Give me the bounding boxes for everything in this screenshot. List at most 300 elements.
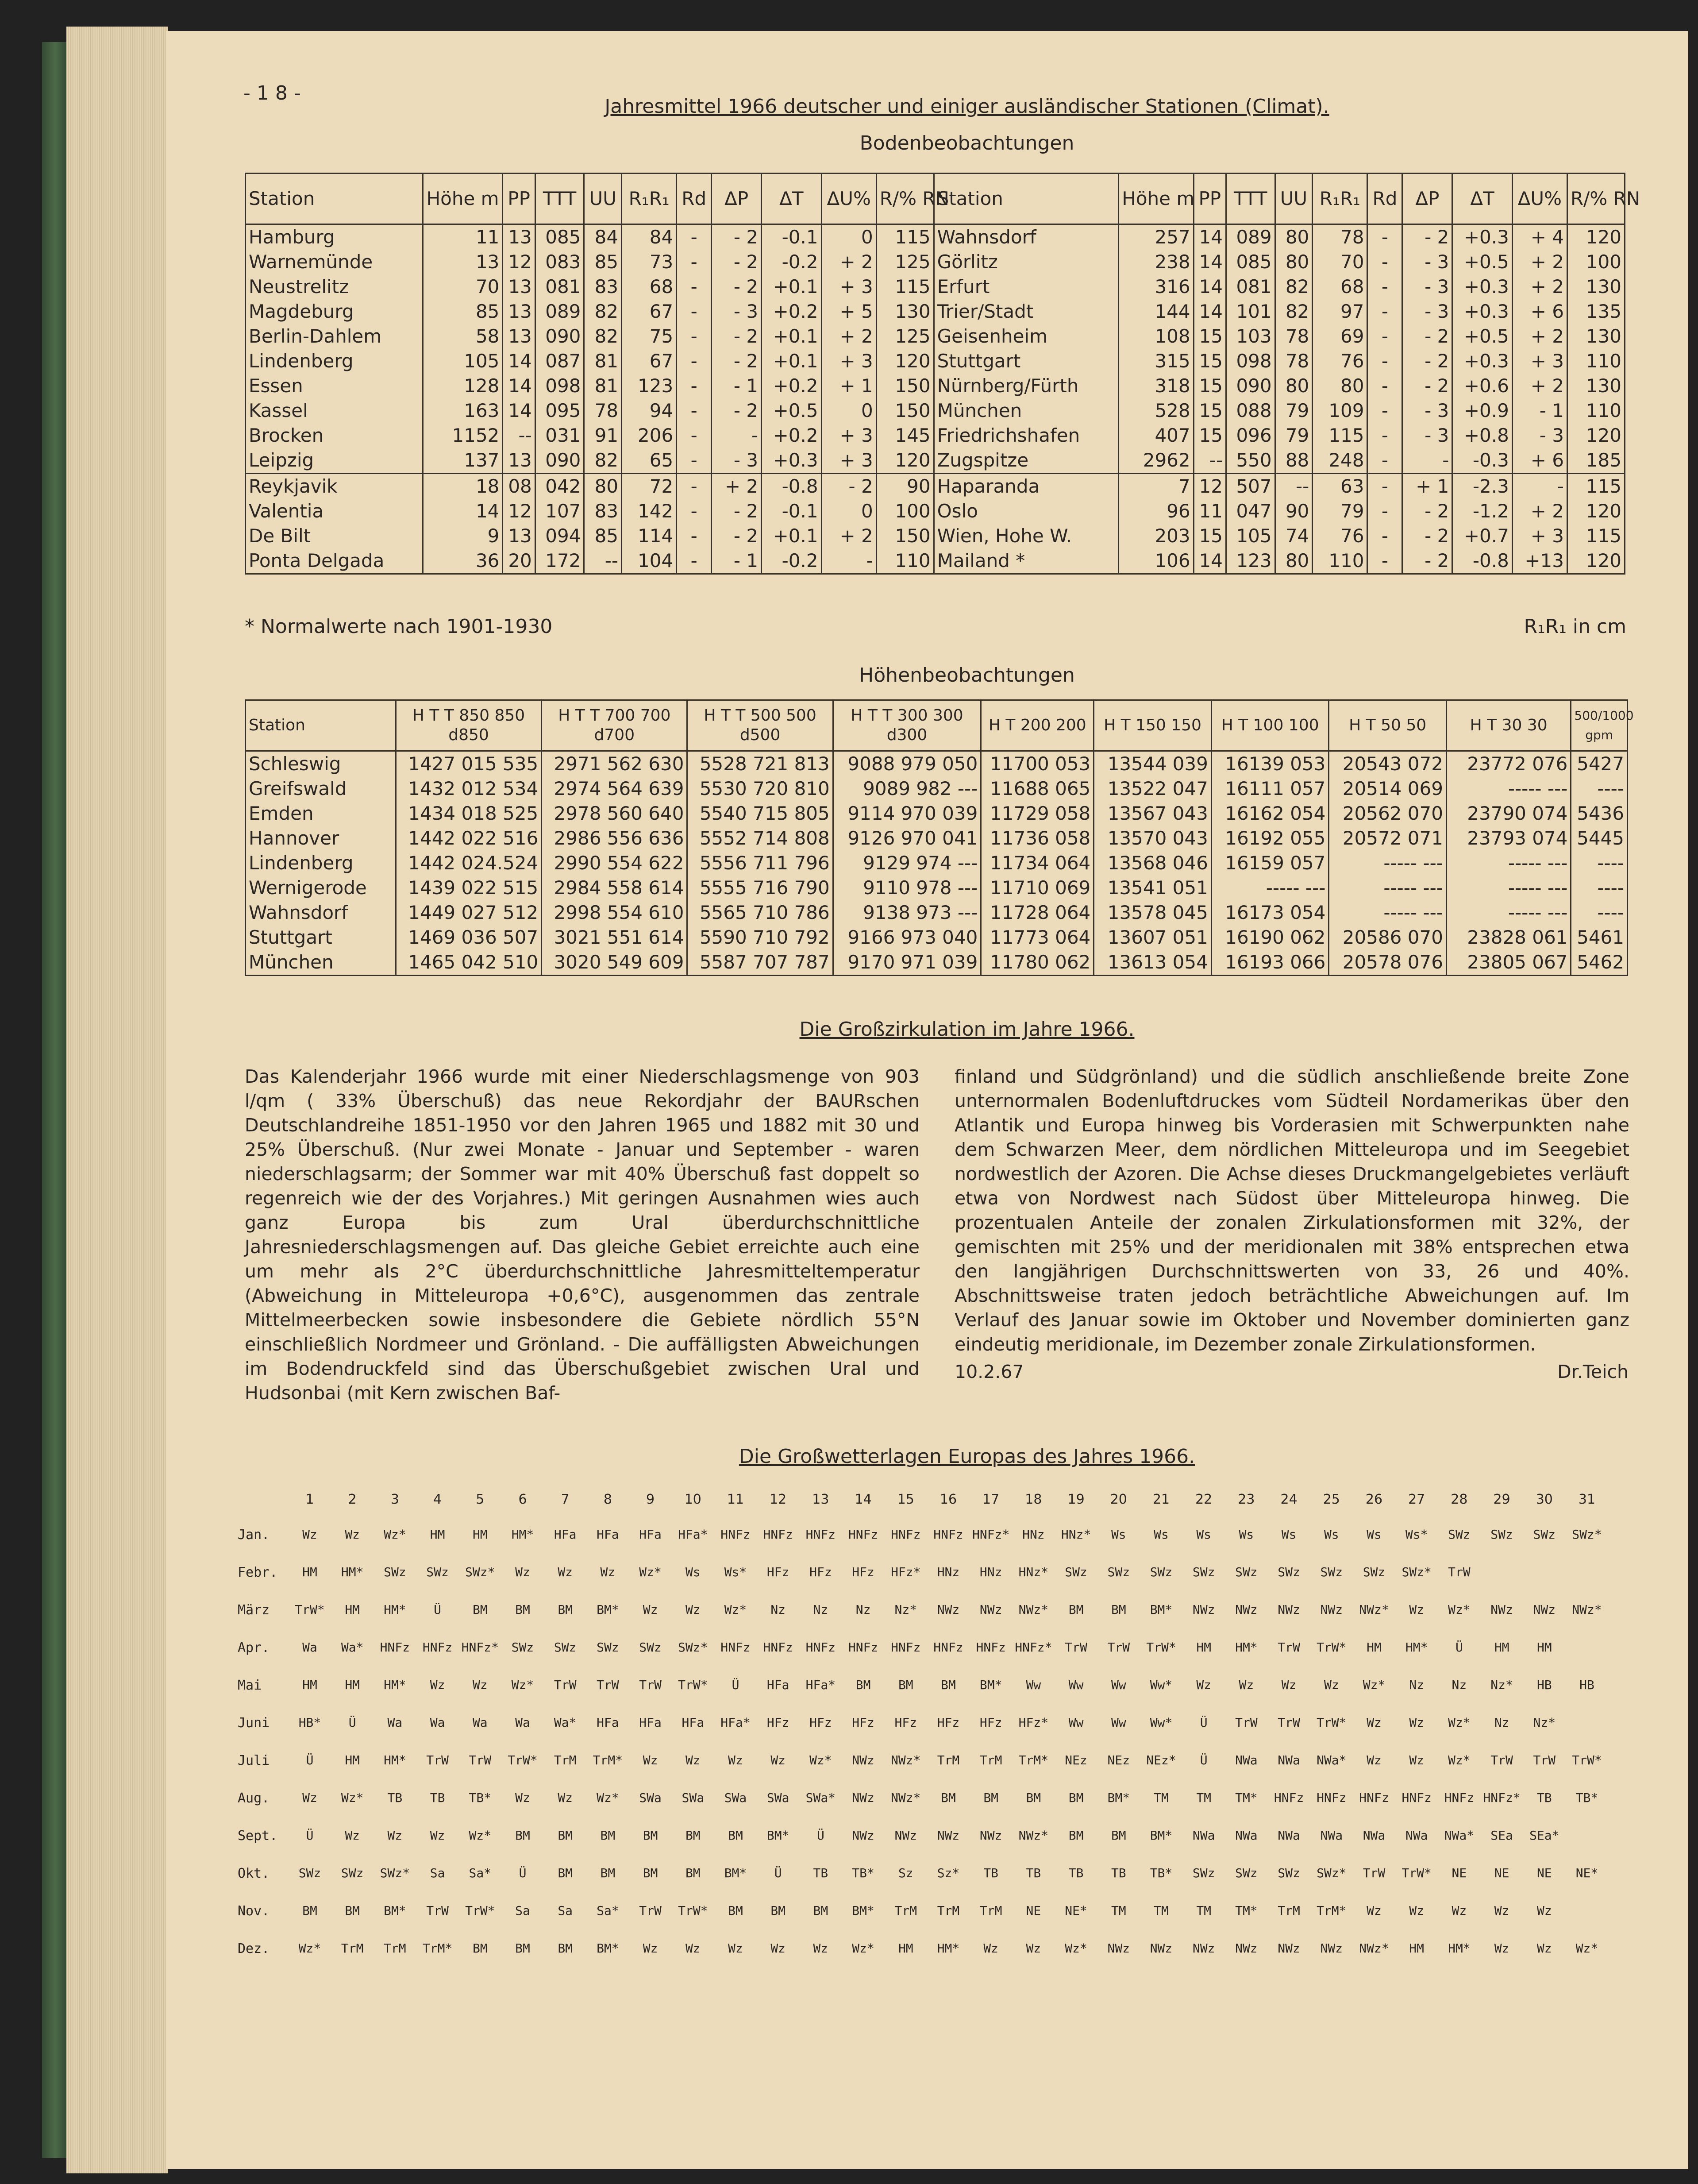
ground-cell: 85	[423, 299, 503, 324]
upper-cell: 9088 979 050	[833, 751, 981, 777]
upper-cell: 16159 057	[1211, 851, 1329, 876]
table-row	[246, 950, 1628, 976]
ground-cell: +0.5	[762, 398, 821, 423]
weather-cell: HNz	[1022, 1527, 1045, 1542]
ground-cell: -	[1367, 423, 1402, 448]
ground-cell: + 2	[1512, 274, 1567, 299]
weather-cell: Sa	[430, 1866, 445, 1880]
ground-cell: 83	[584, 499, 622, 524]
weather-cell: HM*	[1448, 1941, 1471, 1956]
weather-cell: HFa	[639, 1715, 662, 1730]
ground-cell: - 2	[712, 524, 762, 548]
weather-cell: TB	[1068, 1866, 1084, 1880]
upper-cell: 20586 070	[1329, 925, 1447, 950]
ground-cell: - 2	[1402, 548, 1452, 574]
weather-cell: TrM*	[422, 1941, 453, 1956]
ground-cell: -0.3	[1452, 448, 1512, 474]
ground-cell: +13	[1512, 548, 1567, 574]
ground-cell: 123	[622, 374, 677, 398]
ground-cell: - 1	[712, 548, 762, 574]
ground-cell: -	[677, 324, 712, 349]
weather-cell: SWz	[298, 1866, 321, 1880]
weather-cell: Ww	[1111, 1715, 1126, 1730]
weather-cell: NWa	[1278, 1828, 1300, 1843]
weather-cell: Nz	[813, 1602, 828, 1617]
weather-cell: HNFz*	[1483, 1790, 1521, 1805]
ground-cell: - 2	[712, 398, 762, 423]
ground-cell: 105	[423, 349, 503, 374]
upper-cell: 5445	[1571, 826, 1628, 851]
weather-cell: TrM	[1278, 1903, 1300, 1918]
ground-cell: 081	[535, 274, 584, 299]
upper-cell: 1465 042 510	[396, 950, 541, 976]
upper-cell: 3020 549 609	[542, 950, 687, 976]
ground-cell: 78	[1275, 324, 1313, 349]
upper-cell: 5565 710 786	[687, 900, 833, 925]
weather-cell: HM	[302, 1678, 317, 1692]
ground-table-header	[246, 174, 1640, 224]
ground-cell: +0.3	[762, 448, 821, 474]
ground-header-cell: ΔP	[712, 174, 762, 224]
weather-cell: TrW	[1107, 1640, 1130, 1655]
ground-cell: 78	[1313, 224, 1367, 250]
weather-cell: HNFz	[805, 1640, 836, 1655]
ground-cell: +0.2	[762, 374, 821, 398]
ground-cell: -	[1367, 448, 1402, 474]
weather-cell: SWz	[341, 1866, 364, 1880]
weather-cell: Ww	[1068, 1715, 1084, 1730]
upper-cell: Hannover	[246, 826, 396, 851]
weather-cell: NWa	[1320, 1828, 1343, 1843]
day-label: 9	[646, 1492, 655, 1507]
ground-cell: - 2	[712, 250, 762, 274]
table-row	[246, 324, 1625, 349]
ground-cell: 2962	[1119, 448, 1194, 474]
weather-cell: HFz	[852, 1715, 874, 1730]
weather-cell: BM	[728, 1903, 743, 1918]
upper-cell: 5427	[1571, 751, 1628, 777]
weather-cell: BM	[770, 1903, 786, 1918]
upper-header-cell: H T 100 100	[1211, 700, 1329, 751]
upper-cell: 9166 973 040	[833, 925, 981, 950]
month-label: Mai	[238, 1678, 262, 1693]
weather-cell: TM	[1196, 1903, 1212, 1918]
weather-cell: SWz	[1192, 1565, 1215, 1579]
weather-cell: Wz	[558, 1790, 573, 1805]
weather-cell: HB*	[298, 1715, 321, 1730]
weather-cell: NWz	[1150, 1941, 1173, 1956]
ground-cell: -0.1	[762, 224, 821, 250]
weather-title: Die Großwetterlagen Europas des Jahres 1966.	[739, 1445, 1195, 1468]
upper-header-cell: H T 50 50	[1329, 700, 1447, 751]
ground-cell: -	[677, 224, 712, 250]
ground-cell: 087	[535, 349, 584, 374]
ground-cell: Reykjavik	[246, 474, 423, 499]
weather-cell: Wz*	[511, 1678, 534, 1692]
upper-cell: ----	[1571, 900, 1628, 925]
ground-cell: 15	[1194, 398, 1226, 423]
ground-cell: 098	[1226, 349, 1275, 374]
day-label: 4	[433, 1492, 442, 1507]
table-row	[246, 499, 1625, 524]
weather-cell: BM	[515, 1941, 530, 1956]
weather-cell: SWz	[1490, 1527, 1513, 1542]
weather-cell: HFa	[597, 1527, 619, 1542]
ground-cell: - 1	[1512, 398, 1567, 423]
weather-cell: NWz	[1320, 1602, 1343, 1617]
upper-cell: 23772 076	[1446, 751, 1571, 777]
weather-cell: NEz	[1065, 1753, 1087, 1767]
ground-cell: + 2	[1512, 324, 1567, 349]
weather-cell: NWz	[1235, 1602, 1258, 1617]
article-right-text: finland und Südgrönland) und die südlich anschließende breite Zone unternormalen Bodenluftdruckes vom Südteil Nordamerikas über den Atlantik und Europa hinweg bis Vorderasien mit Schwerpunkten nahe dem Schwarzen Meer, dem nördlichen Mitteleuropa und im Seegebiet nordwestlich der Azoren. Die Achse dieses Druckmangelgebietes verläuft etwa von Nordwest nach Südost über Mitteleuropa hinweg. Die prozentualen Anteile der zonalen Zirkulationsformen mit 32%, der gemischten mit 25% und der meridionalen mit 38% entsprechen etwa den langjährigen Durchschnittswerten von 33, 26 und 40%. Abschnittsweise traten jedoch beträchtliche Abweichungen auf. Im Verlauf des Januar sowie im Oktober und November dominierten ganz eindeutig meridionale, im Dezember zonale Zirkulationsformen.	[955, 1066, 1629, 1355]
weather-cell: TrW*	[1146, 1640, 1176, 1655]
ground-cell: 089	[535, 299, 584, 324]
weather-cell: SWz	[1278, 1866, 1300, 1880]
unit-note: R₁R₁ in cm	[1524, 615, 1626, 638]
day-label: 5	[476, 1492, 485, 1507]
weather-cell: HNFz	[933, 1527, 963, 1542]
weather-cell: HM	[345, 1602, 360, 1617]
upper-header-cell: H T T 500 500 d500	[687, 700, 833, 751]
weather-cell: SWz	[1065, 1565, 1087, 1579]
ground-cell: 90	[876, 474, 934, 499]
ground-cell: 150	[876, 524, 934, 548]
ground-cell: -	[677, 250, 712, 274]
weather-cell: NE	[1452, 1866, 1467, 1880]
weather-cell: Ws*	[724, 1565, 747, 1579]
weather-cell: TrM	[979, 1903, 1002, 1918]
ground-cell: 68	[622, 274, 677, 299]
weather-cell: HFa	[554, 1527, 577, 1542]
table-row	[246, 548, 1625, 574]
ground-cell: 84	[622, 224, 677, 250]
ground-cell: 82	[584, 324, 622, 349]
weather-cell: SWa	[682, 1790, 705, 1805]
ground-cell: 90	[1275, 499, 1313, 524]
ground-cell: +0.1	[762, 324, 821, 349]
ground-header-cell: Höhe m	[1119, 174, 1194, 224]
ground-cell: 120	[876, 349, 934, 374]
weather-cell: NWz	[1533, 1602, 1556, 1617]
ground-cell: + 2	[821, 250, 876, 274]
weather-cell: Ww	[1111, 1678, 1126, 1692]
upper-cell: ----- ---	[1329, 851, 1447, 876]
ground-cell: 08	[503, 474, 535, 499]
ground-cell: 0	[821, 224, 876, 250]
weather-cell: NWz	[1320, 1941, 1343, 1956]
upper-header-row	[246, 700, 1628, 751]
ground-cell: 128	[423, 374, 503, 398]
ground-cell: 80	[1275, 548, 1313, 574]
ground-cell: -0.1	[762, 499, 821, 524]
ground-cell: -	[677, 423, 712, 448]
ground-cell: -	[821, 548, 876, 574]
weather-cell: SWz	[1363, 1565, 1386, 1579]
weather-cell: Wz*	[469, 1828, 492, 1843]
weather-cell: HB	[1536, 1678, 1552, 1692]
upper-cell: 1469 036 507	[396, 925, 541, 950]
weather-cell: NWz*	[1018, 1602, 1049, 1617]
weather-cell: NWz	[852, 1828, 874, 1843]
weather-cell: HM	[1409, 1941, 1425, 1956]
ground-cell: - 2	[712, 274, 762, 299]
ground-cell: 081	[1226, 274, 1275, 299]
ground-cell: -	[677, 274, 712, 299]
ground-header-cell: ΔU%	[1512, 174, 1567, 224]
weather-cell: SWz	[1278, 1565, 1300, 1579]
weather-cell: TrW*	[678, 1678, 708, 1692]
ground-cell: 248	[1313, 448, 1367, 474]
weather-cell: Ü	[1200, 1753, 1208, 1767]
ground-cell: +0.5	[1452, 250, 1512, 274]
upper-cell: Wernigerode	[246, 876, 396, 900]
weather-cell: HM	[1196, 1640, 1212, 1655]
day-label: 16	[939, 1492, 957, 1507]
day-label: 28	[1451, 1492, 1468, 1507]
ground-cell: 047	[1226, 499, 1275, 524]
ground-cell: - 3	[1402, 299, 1452, 324]
ground-cell: - 2	[821, 474, 876, 499]
month-label: Apr.	[238, 1640, 270, 1655]
ground-cell: Geisenheim	[934, 324, 1119, 349]
month-label: Nov.	[238, 1903, 270, 1919]
upper-cell: 9129 974 ---	[833, 851, 981, 876]
upper-cell: 20543 072	[1329, 751, 1447, 777]
ground-cell: 120	[1567, 224, 1625, 250]
ground-cell: 94	[622, 398, 677, 423]
upper-cell: 13522 047	[1094, 776, 1212, 801]
table-row	[246, 851, 1628, 876]
ground-cell: 083	[535, 250, 584, 274]
weather-cell: Ws*	[1405, 1527, 1428, 1542]
page-edges	[66, 27, 168, 2173]
weather-cell: NWa*	[1317, 1753, 1347, 1767]
weather-cell: BM*	[766, 1828, 789, 1843]
ground-cell: 110	[1567, 398, 1625, 423]
ground-header-cell: Rd	[1367, 174, 1402, 224]
upper-cell: ----- ---	[1446, 776, 1571, 801]
day-label: 22	[1195, 1492, 1213, 1507]
weather-cell: BM	[515, 1602, 530, 1617]
ground-cell: -	[1367, 474, 1402, 499]
upper-cell: 5462	[1571, 950, 1628, 976]
ground-cell: - 2	[712, 324, 762, 349]
ground-header-cell: R/% RN	[876, 174, 934, 224]
weather-cell: Wz	[1536, 1903, 1552, 1918]
ground-cell: 15	[1194, 374, 1226, 398]
weather-cell: BM	[728, 1828, 743, 1843]
upper-cell: 1434 018 525	[396, 801, 541, 826]
ground-cell: 13	[503, 448, 535, 474]
upper-cell: 9170 971 039	[833, 950, 981, 976]
weather-cell: BM	[941, 1678, 956, 1692]
day-label: 13	[812, 1492, 829, 1507]
ground-cell: 107	[535, 499, 584, 524]
ground-cell: 507	[1226, 474, 1275, 499]
upper-cell: 9110 978 ---	[833, 876, 981, 900]
weather-cell: BM	[1111, 1828, 1126, 1843]
upper-table	[245, 699, 1634, 976]
day-label: 26	[1365, 1492, 1383, 1507]
upper-cell: 1449 027 512	[396, 900, 541, 925]
ground-cell: Neustrelitz	[246, 274, 423, 299]
weather-cell: HM	[1536, 1640, 1552, 1655]
ground-cell: 78	[584, 398, 622, 423]
weather-cell: Wz	[1026, 1941, 1041, 1956]
weather-cell: TrW	[597, 1678, 619, 1692]
weather-cell: BM*	[979, 1678, 1002, 1692]
weather-cell: BM	[1068, 1828, 1084, 1843]
ground-cell: 82	[1275, 274, 1313, 299]
table-row	[246, 900, 1628, 925]
weather-cell: TB	[1536, 1790, 1552, 1805]
weather-cell: TM	[1196, 1790, 1212, 1805]
weather-cell: SWz	[1448, 1527, 1471, 1542]
ground-cell: 316	[1119, 274, 1194, 299]
ground-header-cell: ΔP	[1402, 174, 1452, 224]
table-row	[246, 349, 1625, 374]
upper-table-body	[246, 751, 1628, 976]
ground-cell: 085	[535, 224, 584, 250]
weather-cell: Wa	[515, 1715, 530, 1730]
table-row	[246, 374, 1625, 398]
ground-cell: + 6	[1512, 448, 1567, 474]
ground-cell: +0.1	[762, 274, 821, 299]
ground-cell: 090	[535, 324, 584, 349]
ground-cell: 115	[876, 274, 934, 299]
ground-cell: +0.3	[1452, 299, 1512, 324]
weather-cell: TrW*	[465, 1903, 495, 1918]
day-label: 23	[1238, 1492, 1255, 1507]
weather-cell: BM	[558, 1602, 573, 1617]
weather-cell: NWa	[1192, 1828, 1215, 1843]
weather-cell: NE	[1536, 1866, 1552, 1880]
ground-cell: 11	[423, 224, 503, 250]
weather-cell: NWa	[1363, 1828, 1386, 1843]
weather-cell: SWa	[724, 1790, 747, 1805]
weather-cell: TB	[387, 1790, 403, 1805]
weather-cell: SWz*	[678, 1640, 708, 1655]
weather-cell: TrW*	[1317, 1640, 1347, 1655]
weather-cell: TrM	[341, 1941, 364, 1956]
weather-cell: Ü	[306, 1753, 314, 1767]
ground-cell: 83	[584, 274, 622, 299]
weather-cell: Wz	[728, 1753, 743, 1767]
day-label: 21	[1152, 1492, 1170, 1507]
day-label: 14	[855, 1492, 872, 1507]
weather-cell: SWz	[554, 1640, 577, 1655]
ground-cell: 110	[1313, 548, 1367, 574]
weather-cell: HFa*	[678, 1527, 708, 1542]
weather-cell: Nz	[855, 1602, 871, 1617]
weather-cell: Wz*	[724, 1602, 747, 1617]
upper-cell: 13568 046	[1094, 851, 1212, 876]
weather-cell: TB*	[852, 1866, 874, 1880]
weather-cell: Wz	[515, 1790, 530, 1805]
ground-cell: 80	[1275, 250, 1313, 274]
ground-cell: 130	[876, 299, 934, 324]
upper-cell: 16193 066	[1211, 950, 1329, 976]
weather-cell: TM	[1154, 1790, 1169, 1805]
weather-cell: TrW	[639, 1903, 662, 1918]
weather-cell: BM*	[1150, 1602, 1173, 1617]
ground-cell: 15	[1194, 349, 1226, 374]
upper-cell: 11734 064	[981, 851, 1094, 876]
ground-cell: 14	[1194, 250, 1226, 274]
weather-cell: BM	[515, 1828, 530, 1843]
day-label: 1	[305, 1492, 314, 1507]
weather-cell: BM	[558, 1941, 573, 1956]
weather-cell: TB	[430, 1790, 445, 1805]
day-label: 31	[1578, 1492, 1596, 1507]
weather-cell: TB	[1026, 1866, 1041, 1880]
article-title: Die Großzirkulation im Jahre 1966.	[799, 1018, 1135, 1041]
ground-cell: 15	[1194, 423, 1226, 448]
weather-cell: BM	[472, 1941, 488, 1956]
ground-cell: +0.5	[1452, 324, 1512, 349]
ground-cell: +0.6	[1452, 374, 1512, 398]
ground-cell: - 3	[1512, 423, 1567, 448]
ground-cell: 13	[423, 250, 503, 274]
ground-cell: 75	[622, 324, 677, 349]
weather-cell: NWz	[1192, 1602, 1215, 1617]
ground-cell: -0.2	[762, 548, 821, 574]
weather-cell: NWz	[1490, 1602, 1513, 1617]
upper-cell: 5540 715 805	[687, 801, 833, 826]
weather-cell: Wz	[430, 1828, 445, 1843]
upper-cell: 23793 074	[1446, 826, 1571, 851]
weather-cell: TrW*	[508, 1753, 538, 1767]
ground-cell: + 1	[1402, 474, 1452, 499]
ground-cell: 69	[1313, 324, 1367, 349]
weather-cell: HNFz	[763, 1640, 793, 1655]
weather-cell: TrW	[639, 1678, 662, 1692]
ground-cell: -	[1367, 324, 1402, 349]
weather-cell: NWa	[1235, 1828, 1258, 1843]
ground-cell: - 3	[1402, 423, 1452, 448]
ground-cell: --	[1275, 474, 1313, 499]
weather-cell: NWz	[894, 1828, 917, 1843]
weather-cell: Wz	[728, 1941, 743, 1956]
upper-cell: 5461	[1571, 925, 1628, 950]
weather-cell: HNz	[937, 1565, 960, 1579]
weather-cell: Wz	[1409, 1903, 1425, 1918]
ground-cell: 130	[1567, 324, 1625, 349]
ground-cell: 15	[1194, 524, 1226, 548]
weather-cell: BM	[983, 1790, 999, 1805]
ground-header-cell: TTT	[535, 174, 584, 224]
weather-cell: Wz*	[597, 1790, 619, 1805]
ground-cell: 096	[1226, 423, 1275, 448]
ground-cell: 105	[1226, 524, 1275, 548]
ground-cell: --	[1194, 448, 1226, 474]
weather-cell: Wz	[1536, 1941, 1552, 1956]
ground-cell: 14	[503, 349, 535, 374]
page	[166, 31, 1688, 2169]
ground-cell: 407	[1119, 423, 1194, 448]
ground-cell: 13	[503, 324, 535, 349]
day-label: 7	[561, 1492, 570, 1507]
ground-cell: 63	[1313, 474, 1367, 499]
month-label: Juli	[238, 1753, 270, 1768]
upper-cell: 1439 022 515	[396, 876, 541, 900]
ground-cell: Haparanda	[934, 474, 1119, 499]
weather-cell: TrM*	[1317, 1903, 1347, 1918]
weather-cell: HNFz	[891, 1527, 921, 1542]
ground-header-cell: Rd	[677, 174, 712, 224]
weather-cell: NWz	[937, 1828, 960, 1843]
